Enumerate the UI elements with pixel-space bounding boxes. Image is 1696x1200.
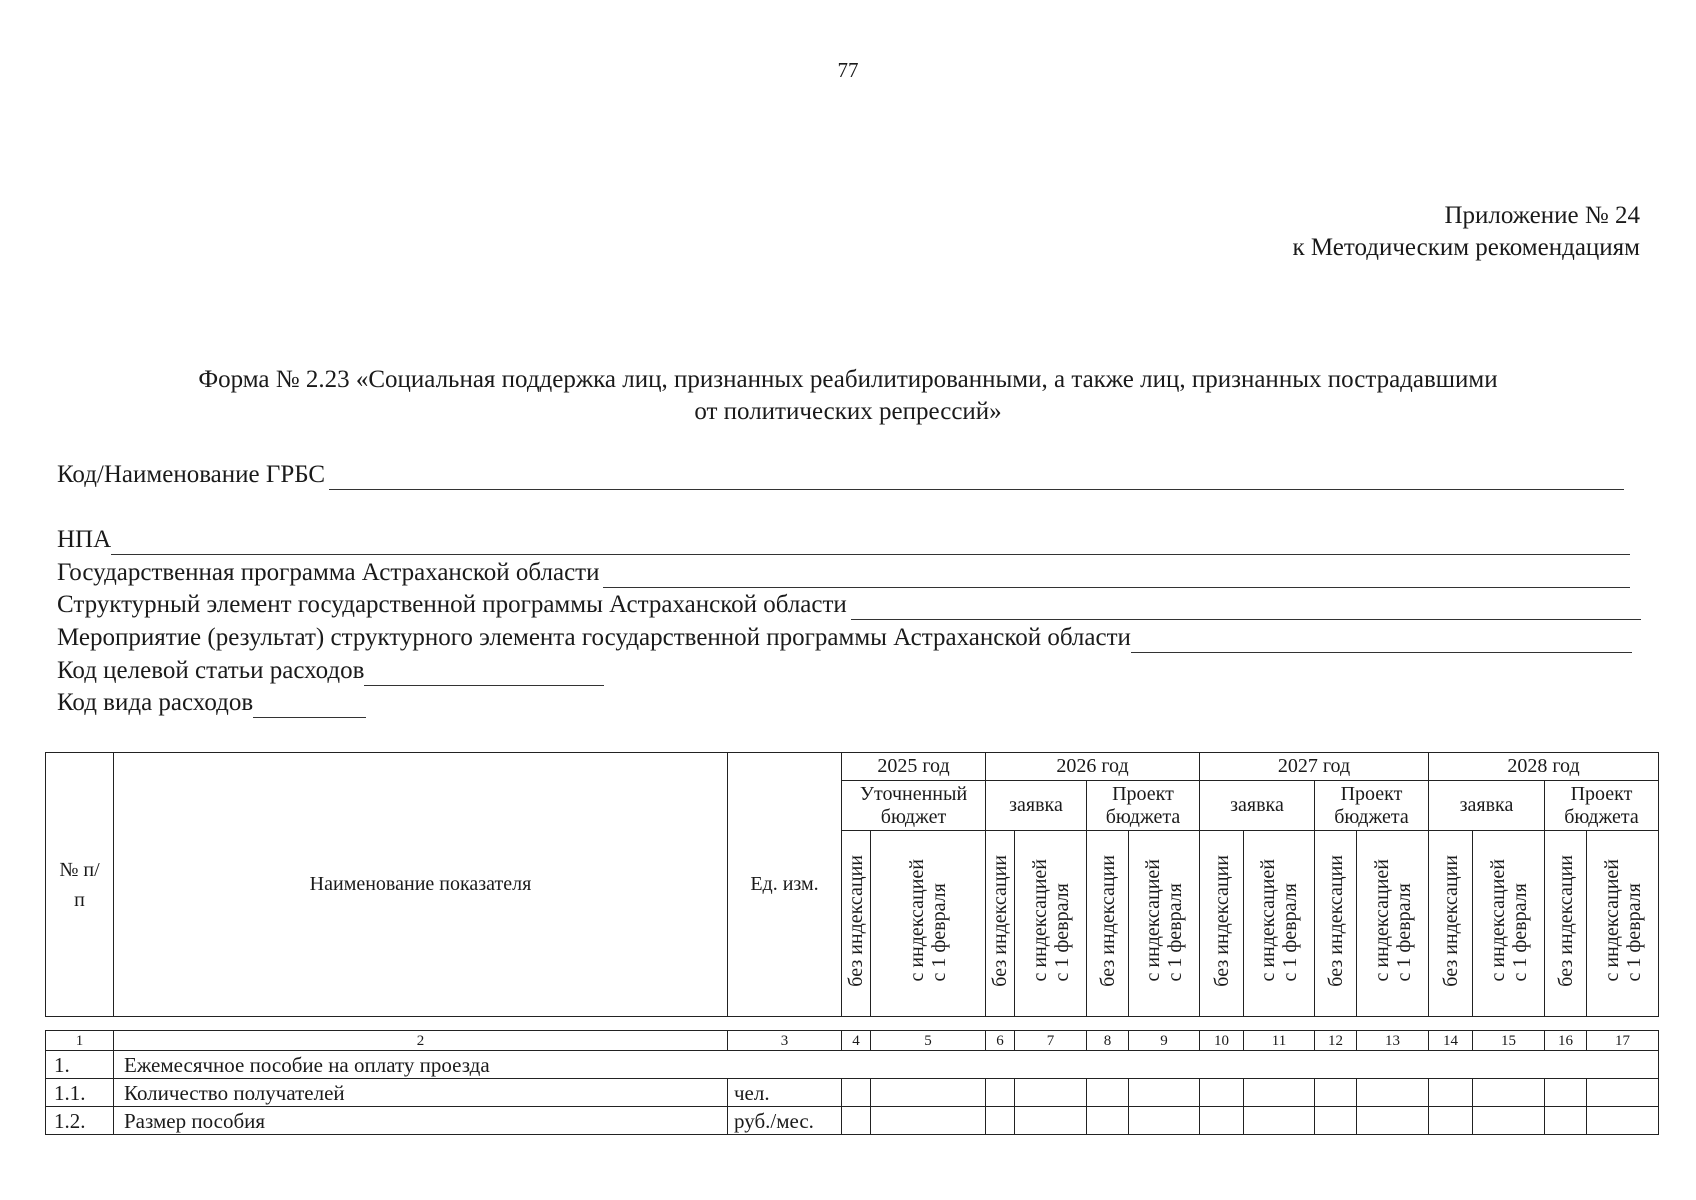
value-cell[interactable] <box>1545 1107 1587 1135</box>
value-cell[interactable] <box>1015 1079 1087 1107</box>
field-grbs-label: Код/Наименование ГРБС <box>57 461 326 488</box>
column-number: 1 <box>46 1031 114 1051</box>
header-with-index-label: с индексацией с 1 февраля <box>1257 859 1301 982</box>
row-number: 1.1. <box>46 1079 114 1107</box>
row-number: 1.2. <box>46 1107 114 1135</box>
field-structural-element <box>57 590 1641 620</box>
value-cell[interactable] <box>1315 1079 1357 1107</box>
header-year-2026: 2026 год <box>986 753 1200 781</box>
field-structural-element-blank[interactable] <box>851 595 1641 620</box>
form-title-line-2: от политических репрессий» <box>694 398 1002 425</box>
field-gov-program-blank[interactable] <box>603 563 1630 588</box>
header-no-index <box>1200 831 1244 1017</box>
row-unit: чел. <box>728 1079 842 1107</box>
value-cell[interactable] <box>1545 1079 1587 1107</box>
column-number: 4 <box>842 1031 871 1051</box>
header-no-index-label: без индексации <box>1324 854 1347 987</box>
value-cell[interactable] <box>1015 1107 1087 1135</box>
column-number: 15 <box>1473 1031 1545 1051</box>
field-target-code-blank[interactable] <box>364 661 604 686</box>
value-cell[interactable] <box>1315 1107 1357 1135</box>
column-number: 16 <box>1545 1031 1587 1051</box>
header-with-index-label: с индексацией с 1 февраля <box>1370 859 1415 982</box>
row-name: Размер пособия <box>114 1107 728 1135</box>
indicator-table-body <box>45 1030 1659 1135</box>
header-year-2027: 2027 год <box>1200 753 1429 781</box>
header-year-2025: 2025 год <box>842 753 986 781</box>
header-col-no <box>46 753 114 1017</box>
header-with-index <box>1015 831 1087 1017</box>
value-cell[interactable] <box>871 1079 986 1107</box>
header-with-index <box>871 831 986 1017</box>
column-number: 7 <box>1015 1031 1087 1051</box>
header-request-2027: заявка <box>1200 781 1315 831</box>
value-cell[interactable] <box>1129 1107 1200 1135</box>
header-col-name: Наименование показателя <box>114 753 728 1017</box>
header-no-index-label: без индексации <box>989 854 1011 987</box>
header-no-index <box>1545 831 1587 1017</box>
value-cell[interactable] <box>1473 1107 1545 1135</box>
field-target-code-label: Код целевой статьи расходов <box>57 657 365 684</box>
header-draft-budget-2028: Проект бюджета <box>1545 781 1659 831</box>
column-number: 14 <box>1429 1031 1473 1051</box>
indicator-table-header <box>45 752 1659 1017</box>
column-number: 9 <box>1129 1031 1200 1051</box>
field-grbs-blank[interactable] <box>329 465 1624 490</box>
field-event <box>57 623 1632 653</box>
header-no-index <box>1429 831 1473 1017</box>
field-npa-blank[interactable] <box>111 530 1630 555</box>
column-number: 3 <box>728 1031 842 1051</box>
field-gov-program-label: Государственная программа Астраханской области <box>57 559 600 586</box>
header-no-index <box>986 831 1015 1017</box>
value-cell[interactable] <box>1244 1079 1315 1107</box>
row-unit: руб./мес. <box>728 1107 842 1135</box>
column-number: 17 <box>1587 1031 1659 1051</box>
value-cell[interactable] <box>986 1107 1015 1135</box>
row-name: Количество получателей <box>114 1079 728 1107</box>
column-number: 6 <box>986 1031 1015 1051</box>
header-with-index-label: с индексацией с 1 февраля <box>906 859 950 982</box>
value-cell[interactable] <box>1357 1079 1429 1107</box>
value-cell[interactable] <box>1357 1107 1429 1135</box>
value-cell[interactable] <box>1244 1107 1315 1135</box>
value-cell[interactable] <box>1200 1107 1244 1135</box>
column-number: 2 <box>114 1031 728 1051</box>
header-no-index <box>842 831 871 1017</box>
field-target-code <box>57 656 604 686</box>
field-structural-element-label: Структурный элемент государственной программы Астраханской области <box>57 591 847 618</box>
header-with-index <box>1587 831 1659 1017</box>
header-draft-budget-2027: Проект бюджета <box>1315 781 1429 831</box>
header-with-index <box>1129 831 1200 1017</box>
column-number: 11 <box>1244 1031 1315 1051</box>
field-expense-code <box>57 688 366 718</box>
header-request-2028: заявка <box>1429 781 1545 831</box>
form-title-line-1: Форма № 2.23 «Социальная поддержка лиц, признанных реабилитированными, а также лиц, признанных пострадавшими <box>198 366 1498 393</box>
field-npa <box>57 525 1630 555</box>
row-number: 1. <box>46 1051 114 1079</box>
header-with-index-label: с индексацией с 1 февраля <box>1486 859 1531 982</box>
table-row-section <box>46 1051 1659 1079</box>
value-cell[interactable] <box>1429 1107 1473 1135</box>
header-request-2026: заявка <box>986 781 1087 831</box>
header-with-index-label: с индексацией с 1 февраля <box>1142 859 1186 982</box>
field-gov-program <box>57 558 1630 588</box>
header-draft-budget-2026: Проект бюджета <box>1087 781 1200 831</box>
field-event-blank[interactable] <box>1131 628 1632 653</box>
column-numbers-row <box>46 1031 1659 1051</box>
value-cell[interactable] <box>1587 1107 1659 1135</box>
header-year-2028: 2028 год <box>1429 753 1659 781</box>
value-cell[interactable] <box>1129 1079 1200 1107</box>
value-cell[interactable] <box>1429 1079 1473 1107</box>
table-row <box>46 1107 1659 1135</box>
column-number: 12 <box>1315 1031 1357 1051</box>
value-cell[interactable] <box>1087 1107 1129 1135</box>
header-col-unit: Ед. изм. <box>728 753 842 1017</box>
field-npa-label: НПА <box>57 526 112 553</box>
header-with-index-label: с индексацией с 1 февраля <box>1028 859 1073 982</box>
value-cell[interactable] <box>1087 1079 1129 1107</box>
header-with-index <box>1244 831 1315 1017</box>
column-number: 5 <box>871 1031 986 1051</box>
value-cell[interactable] <box>1587 1079 1659 1107</box>
field-event-label: Мероприятие (результат) структурного элемента государственной программы Астраханской области <box>57 624 1131 651</box>
table-row <box>46 1079 1659 1107</box>
column-number: 13 <box>1357 1031 1429 1051</box>
appendix-line-2: к Методическим рекомендациям <box>1292 234 1640 261</box>
header-no-index-label: без индексации <box>1439 854 1462 987</box>
value-cell[interactable] <box>1473 1079 1545 1107</box>
value-cell[interactable] <box>1200 1079 1244 1107</box>
appendix-block <box>1292 200 1640 264</box>
header-no-index <box>1087 831 1129 1017</box>
form-title <box>60 364 1636 428</box>
field-expense-code-label: Код вида расходов <box>57 689 254 716</box>
field-grbs <box>57 460 1624 490</box>
row-name: Ежемесячное пособие на оплату проезда <box>114 1051 1659 1079</box>
appendix-line-1: Приложение № 24 <box>1444 202 1640 229</box>
header-no-index-label: без индексации <box>845 854 867 987</box>
value-cell[interactable] <box>871 1107 986 1135</box>
header-no-index-label: без индексации <box>1096 854 1119 987</box>
header-no-index-label: без индексации <box>1554 854 1577 987</box>
field-expense-code-blank[interactable] <box>253 693 366 718</box>
header-with-index-label: с индексацией с 1 февраля <box>1600 859 1645 982</box>
value-cell[interactable] <box>986 1079 1015 1107</box>
header-budget-refined-2025: Уточненный бюджет <box>842 781 986 831</box>
header-no-index-label: без индексации <box>1210 854 1233 987</box>
value-cell[interactable] <box>842 1079 871 1107</box>
column-number: 8 <box>1087 1031 1129 1051</box>
header-with-index <box>1357 831 1429 1017</box>
page-number: 77 <box>837 58 859 82</box>
header-with-index <box>1473 831 1545 1017</box>
header-no-index <box>1315 831 1357 1017</box>
column-number: 10 <box>1200 1031 1244 1051</box>
header-col-no-label: № п/п <box>59 858 100 911</box>
value-cell[interactable] <box>842 1107 871 1135</box>
